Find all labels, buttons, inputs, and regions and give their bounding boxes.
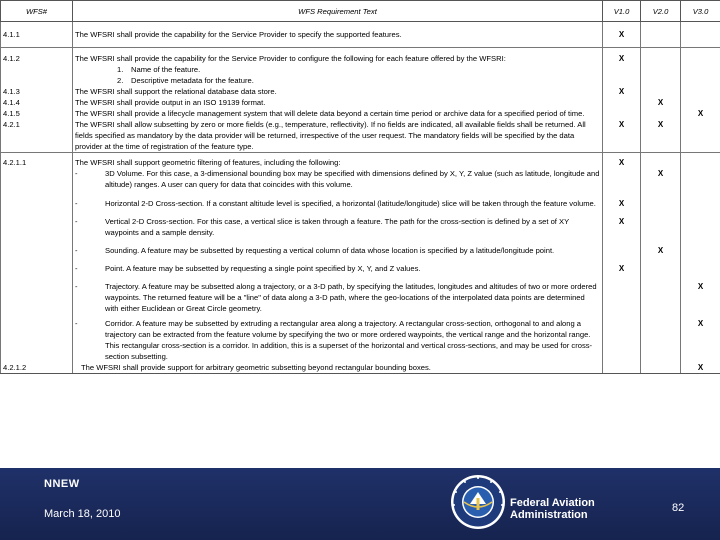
v2-mark: X	[641, 245, 681, 263]
table-row	[1, 216, 720, 245]
subitem-text: Horizontal 2-D Cross-section. If a constant altitude level is specified, a horizontal (latitude/longitude) slice will be taken through the feature volume.	[105, 199, 596, 208]
dash-bullet: -	[75, 246, 78, 255]
v1-mark	[603, 245, 641, 263]
subitem-text: Corridor. A feature may be subsetted by extruding a rectangular area along a trajectory. A rectangular cross-section, orthogonal to and along a trajectory can be extracted from the feature volume by specifying the two or more ordered waypoints, the vertical range and the horizontal range. This rectangular cross-section is a corridor. In addition, this is a superset of the horizontal and vertical cross-sections, and may be used for cross-section subsetting.	[105, 319, 593, 361]
v1-mark	[603, 168, 641, 198]
v3-mark: X	[681, 281, 720, 318]
subitem-cell	[73, 198, 603, 216]
req-number: 4.1.4	[1, 97, 73, 108]
v3-mark	[681, 245, 720, 263]
table-row	[1, 97, 720, 108]
req-text: The WFSRI shall provide the capability for the Service Provider to specify the supported features.	[73, 22, 603, 48]
subitem-cell	[73, 168, 603, 198]
v1-mark: X	[603, 198, 641, 216]
req-text: The WFSRI shall support the relational database data store.	[73, 86, 603, 97]
header-v2: V2.0	[641, 1, 681, 22]
req-number: 4.1.1	[1, 22, 73, 48]
table-row	[1, 198, 720, 216]
dash-bullet: -	[75, 217, 78, 226]
faa-seal-icon	[450, 474, 506, 530]
v2-mark	[641, 153, 681, 169]
req-text: The WFSRI shall provide support for arbitrary geometric subsetting beyond rectangular bounding boxes.	[73, 362, 603, 374]
req-text: The WFSRI shall support geometric filtering of features, including the following:	[73, 153, 603, 169]
program-name: NNEW	[44, 478, 80, 490]
req-number: 4.2.1.2	[1, 362, 73, 374]
agency-name: Federal Aviation Administration	[510, 497, 595, 521]
v3-mark	[681, 86, 720, 97]
req-text: The WFSRI shall allow subsetting by zero or more fields (e.g., temperature, reflectivity). If no fields are indicated, all available fields shall be returned. All fields specified as mandatory by the data provider will be returned, irrespective of the user request. The mandatory fields will be specified by the data provider at the time of registration of the feature type.	[73, 119, 603, 153]
v1-mark	[603, 318, 641, 362]
list-item: 2. Descriptive metadata for the feature.	[117, 76, 254, 85]
dash-bullet: -	[75, 282, 78, 291]
dash-bullet: -	[75, 319, 78, 328]
subitem-text: Vertical 2-D Cross-section. For this case, a vertical slice is taken through a feature. The path for the cross-section is defined by a set of XY waypoints and a sample density.	[105, 217, 570, 237]
v2-mark: X	[641, 119, 681, 153]
subitem-cell	[73, 216, 603, 245]
v1-mark: X	[603, 263, 641, 281]
req-number: 4.1.3	[1, 86, 73, 97]
subitem-cell	[73, 263, 603, 281]
v3-mark	[681, 119, 720, 153]
table-row	[1, 108, 720, 119]
subitem-text: Sounding. A feature may be subsetted by requesting a vertical column of data whose location is specified by a latitude/longitude point.	[105, 246, 555, 255]
ordered-list	[75, 64, 600, 86]
v2-mark	[641, 216, 681, 245]
header-v1: V1.0	[603, 1, 641, 22]
v2-mark	[641, 362, 681, 374]
v2-mark: X	[641, 168, 681, 198]
v2-mark	[641, 318, 681, 362]
req-number: 4.2.1.1	[1, 153, 73, 169]
v2-mark: X	[641, 97, 681, 108]
footer-bar	[0, 468, 720, 540]
subitem-text: Trajectory. A feature may be subsetted along a trajectory, or a 3-D path, by specifying the latitudes, longitudes and altitudes of two or more ordered waypoints. The returned feature will be a "line" of data along a 3-D path, where the geo-locations of the interpolated data points are determined with either Euclidean or Great Circle geometry.	[105, 282, 597, 313]
table-row	[1, 86, 720, 97]
v1-mark: X	[603, 22, 641, 48]
v3-mark	[681, 48, 720, 87]
subitem-cell	[73, 281, 603, 318]
v1-mark: X	[603, 86, 641, 97]
v3-mark: X	[681, 362, 720, 374]
v2-mark	[641, 108, 681, 119]
table-row	[1, 263, 720, 281]
req-number: 4.1.5	[1, 108, 73, 119]
req-text: The WFSRI shall provide a lifecycle management system that will delete data beyond a certain time period or archive data for a specified period of time.	[73, 108, 603, 119]
v3-mark	[681, 216, 720, 245]
subitem-text: Point. A feature may be subsetted by requesting a single point specified by X, Y, and Z values.	[105, 264, 421, 273]
header-v3: V3.0	[681, 1, 720, 22]
table-row	[1, 281, 720, 318]
req-text: The WFSRI shall provide the capability for the Service Provider to configure the following for each feature offered by the WFSRI:	[75, 54, 506, 63]
v3-mark	[681, 168, 720, 198]
table-row	[1, 318, 720, 362]
v2-mark	[641, 263, 681, 281]
dash-bullet: -	[75, 169, 78, 178]
v2-mark	[641, 48, 681, 87]
v2-mark	[641, 281, 681, 318]
req-number: 4.2.1	[1, 119, 73, 153]
table-row	[1, 48, 720, 87]
v2-mark	[641, 22, 681, 48]
v3-mark: X	[681, 318, 720, 362]
list-item: 1. Name of the feature.	[117, 65, 201, 74]
req-text: The WFSRI shall provide output in an ISO 19139 format.	[73, 97, 603, 108]
header-wfs-number: WFS#	[1, 1, 73, 22]
req-number: 4.1.2	[1, 48, 73, 87]
v1-mark	[603, 362, 641, 374]
table-row	[1, 153, 720, 169]
v3-mark: X	[681, 108, 720, 119]
page-number: 82	[672, 502, 685, 514]
v1-mark: X	[603, 153, 641, 169]
table-row	[1, 168, 720, 198]
subitem-text: 3D Volume. For this case, a 3-dimensional bounding box may be specified with dimensions defined by X, Y, Z value (such as latitude, longitude and altitude) ranges. A user can query for data that coincides with this volume.	[105, 169, 600, 189]
table-row	[1, 245, 720, 263]
table-row	[1, 22, 720, 48]
v1-mark: X	[603, 48, 641, 87]
table-row	[1, 119, 720, 153]
v1-mark	[603, 281, 641, 318]
dash-bullet: -	[75, 264, 78, 273]
v1-mark: X	[603, 119, 641, 153]
v1-mark: X	[603, 216, 641, 245]
req-cell	[73, 48, 603, 87]
v3-mark	[681, 263, 720, 281]
v1-mark	[603, 108, 641, 119]
table-header-row	[1, 1, 720, 22]
v3-mark	[681, 153, 720, 169]
v2-mark	[641, 86, 681, 97]
dash-bullet: -	[75, 199, 78, 208]
presentation-date: March 18, 2010	[44, 508, 121, 520]
header-requirement-text: WFS Requirement Text	[73, 1, 603, 22]
table-row	[1, 362, 720, 374]
v1-mark	[603, 97, 641, 108]
subitem-cell	[73, 245, 603, 263]
v2-mark	[641, 198, 681, 216]
subitem-cell	[73, 318, 603, 362]
v3-mark	[681, 22, 720, 48]
v3-mark	[681, 97, 720, 108]
v3-mark	[681, 198, 720, 216]
